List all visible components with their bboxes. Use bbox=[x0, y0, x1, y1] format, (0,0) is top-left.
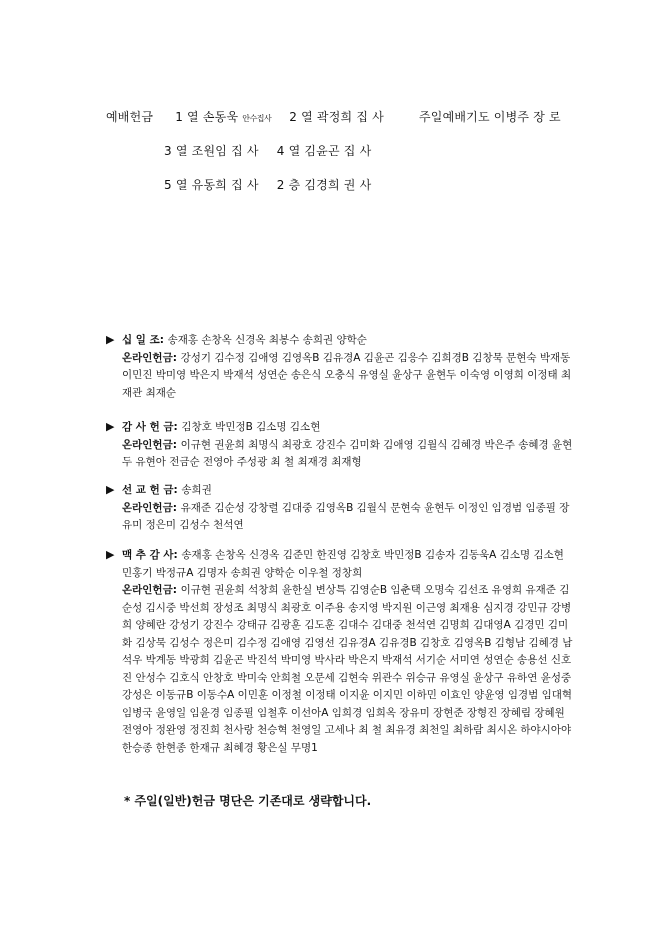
server-title: 집 사 bbox=[343, 144, 372, 158]
offering-row-3 bbox=[164, 176, 371, 193]
prayer-title: 장 로 bbox=[533, 110, 561, 124]
server-title: 안수집사 bbox=[242, 114, 272, 123]
offering-row-1 bbox=[106, 108, 384, 125]
server-name: 김윤곤 bbox=[304, 144, 340, 158]
name-list: 송재홍 손창옥 신경옥 김준민 한진영 김창호 박민정B 김송자 김동욱A 김소명 김소현 민홍기 박정규A 김명자 송희권 양학순 이우철 정창희 bbox=[122, 549, 564, 579]
online-name-list: 강성기 김수정 김애영 김영옥B 김유경A 김윤곤 김응수 김희경B 김창묵 문현숙 박재동 이민진 박미영 박은지 박재석 성연순 송은식 오충식 유영실 윤상구 윤현두 이숙영 이영희 이정태 최재관 최재순 bbox=[122, 351, 572, 399]
row-number: 1 열 bbox=[175, 110, 199, 124]
offering-row-2 bbox=[164, 142, 371, 159]
triangle-bullet-icon: ▶ bbox=[106, 548, 115, 561]
triangle-bullet-icon: ▶ bbox=[106, 333, 115, 346]
offering-label: 예배헌금 bbox=[106, 110, 154, 124]
server-title: 집 사 bbox=[231, 178, 259, 192]
section-label: 맥 추 감 사 bbox=[122, 549, 174, 561]
row-number: 3 열 bbox=[164, 144, 188, 158]
server-name: 손동욱 bbox=[202, 110, 239, 124]
section-thanks: ▶ 감 사 헌 금: 김창호 박민정B 김소명 김소현 온라인헌금: 이규현 권윤희 최명식 최광호 강진수 김미화 김애영 김월식 김혜경 박은주 송혜경 윤현두 유현아 전금순 전영아 주성광 최 철 최재경 최재형 bbox=[106, 420, 573, 468]
online-label: 온라인헌금 bbox=[122, 584, 173, 596]
triangle-bullet-icon: ▶ bbox=[106, 420, 115, 433]
server-name: 조원임 bbox=[191, 144, 228, 158]
online-name-list: 이규현 권윤희 최명식 최광호 강진수 김미화 김애영 김월식 김혜경 박은주 송혜경 윤현두 유현아 전금순 전영아 주성광 최 철 최재경 최재형 bbox=[122, 438, 573, 468]
row-number: 2 열 bbox=[289, 110, 313, 124]
name-list: 김창호 박민정B 김소명 김소현 bbox=[181, 421, 321, 433]
section-mission: ▶ 선 교 헌 금: 송희권 온라인헌금: 유재준 김순성 강창렬 김대중 김영옥B 김월식 문현숙 윤현두 이정인 임경범 임종필 장유미 정은미 김성수 천석연 bbox=[106, 483, 570, 531]
section-label: 십 일 조 bbox=[122, 334, 160, 346]
server-title: 집 사 bbox=[356, 110, 384, 124]
name-list: 송희권 bbox=[181, 484, 212, 496]
section-label: 선 교 헌 금 bbox=[122, 484, 174, 496]
footnote: * 주일(일반)헌금 명단은 기존대로 생략합니다. bbox=[124, 794, 372, 808]
row-number: 5 열 bbox=[164, 178, 188, 192]
server-name: 김경희 bbox=[304, 178, 340, 192]
online-label: 온라인헌금 bbox=[122, 501, 173, 514]
server-title: 집 사 bbox=[231, 144, 259, 158]
prayer-leader bbox=[419, 108, 561, 125]
online-label: 온라인헌금 bbox=[122, 438, 173, 451]
row-number: 2 층 bbox=[276, 178, 301, 192]
name-list: 송재홍 손창옥 신경옥 최봉수 송희권 양학순 bbox=[167, 334, 367, 346]
prayer-label: 주일예배기도 bbox=[419, 110, 490, 124]
server-name: 곽정희 bbox=[316, 110, 353, 124]
section-label: 감 사 헌 금 bbox=[122, 421, 174, 433]
online-name-list: 유재준 김순성 강창렬 김대중 김영옥B 김월식 문현숙 윤현두 이정인 임경범 임종필 장유미 정은미 김성수 천석연 bbox=[122, 501, 570, 531]
server-title: 권 사 bbox=[343, 178, 372, 192]
section-tithe: ▶ 십 일 조: 송재홍 손창옥 신경옥 최봉수 송희권 양학순 온라인헌금: 강성기 김수정 김애영 김영옥B 김유경A 김윤곤 김응수 김희경B 김창묵 문현숙 박재동 이민진 박미영 박은지 박재석 성연순 송은식 오충식 유영실 윤상구 윤현두 이숙영 이영희 이정태 최재관 최재순 bbox=[106, 333, 572, 399]
prayer-name: 이병주 bbox=[493, 110, 530, 124]
section-wheat-harvest: ▶ 맥 추 감 사: 송재홍 손창옥 신경옥 김준민 한진영 김창호 박민정B 김송자 김동욱A 김소명 김소현 민홍기 박정규A 김명자 송희권 양학순 이우철 정창희 온라인헌금: 이규현 권윤희 석창희 윤한실 변상특 김영순B 임춘택 오명숙 김선조 유영희 유재준 김순성 김시중 박선희 장성조 최명식 최광호 이주용 송지영 박지원 이근영 최재용 심지경 강민규 강병희 양혜란 강성기 강진수 강태규 김광훈 김도훈 김대수 김대중 천석연 김명희 김대영A 김경민 김미화 김상묵 김성수 정은미 김수정 김애영 김영선 김유경A 김유경B 김창호 김영옥B 김형남 김혜경 남석우 박계동 박광희 김윤곤 박진석 박미영 박사라 박은지 박재석 서기순 서미연 성연순 송용선 신호진 안성수 김호식 안창호 박미숙 안희철 오문세 김현숙 위관수 위승규 유영실 윤상구 유하연 윤성중 강성은 이동규B 이동수A 이민훈 이정철 이정태 이지윤 이지민 이하민 이효인 양윤영 임경범 임대혁 임병국 윤영일 임윤경 임종필 임철후 이선아A 임희경 임희옥 장유미 장현준 장형진 장혜림 장혜원 전영아 정완영 정진희 천사랑 천승혁 천영일 고세나 최 철 최유경 최천일 최하람 최시온 하야시아야 한승종 한현종 한재규 최혜경 황은실 무명1 bbox=[106, 548, 573, 754]
online-name-list: 이규현 권윤희 석창희 윤한실 변상특 김영순B 임춘택 오명숙 김선조 유영희 유재준 김순성 김시중 박선희 장성조 최명식 최광호 이주용 송지영 박지원 이근영 최재용 심지경 강민규 강병희 양혜란 강성기 강진수 강태규 김광훈 김도훈 김대수 김대중 천석연 김명희 김대영A 김경민 김미화 김상묵 김성수 정은미 김수정 김애영 김영선 김유경A 김유경B 김창호 김영옥B 김형남 김혜경 남석우 박계동 박광희 김윤곤 박진석 박미영 박사라 박은지 박재석 서기순 서미연 성연순 송용선 신호진 안성수 김호식 안창호 박미숙 안희철 오문세 김현숙 위관수 위승규 유영실 윤상구 유하연 윤성중 강성은 이동규B 이동수A 이민훈 이정철 이정태 이지윤 이지민 이하민 이효인 양윤영 임경범 임대혁 임병국 윤영일 임윤경 임종필 임철후 이선아A 임희경 임희옥 장유미 장현준 장형진 장혜림 장혜원 전영아 정완영 정진희 천사랑 천승혁 천영일 고세나 최 철 최유경 최천일 최하람 최시온 하야시아야 한승종 한현종 한재규 최혜경 황은실 무명1 bbox=[122, 584, 573, 754]
server-name: 유동희 bbox=[191, 178, 228, 192]
triangle-bullet-icon: ▶ bbox=[106, 483, 115, 496]
online-label: 온라인헌금 bbox=[122, 351, 173, 364]
row-number: 4 열 bbox=[276, 144, 301, 158]
